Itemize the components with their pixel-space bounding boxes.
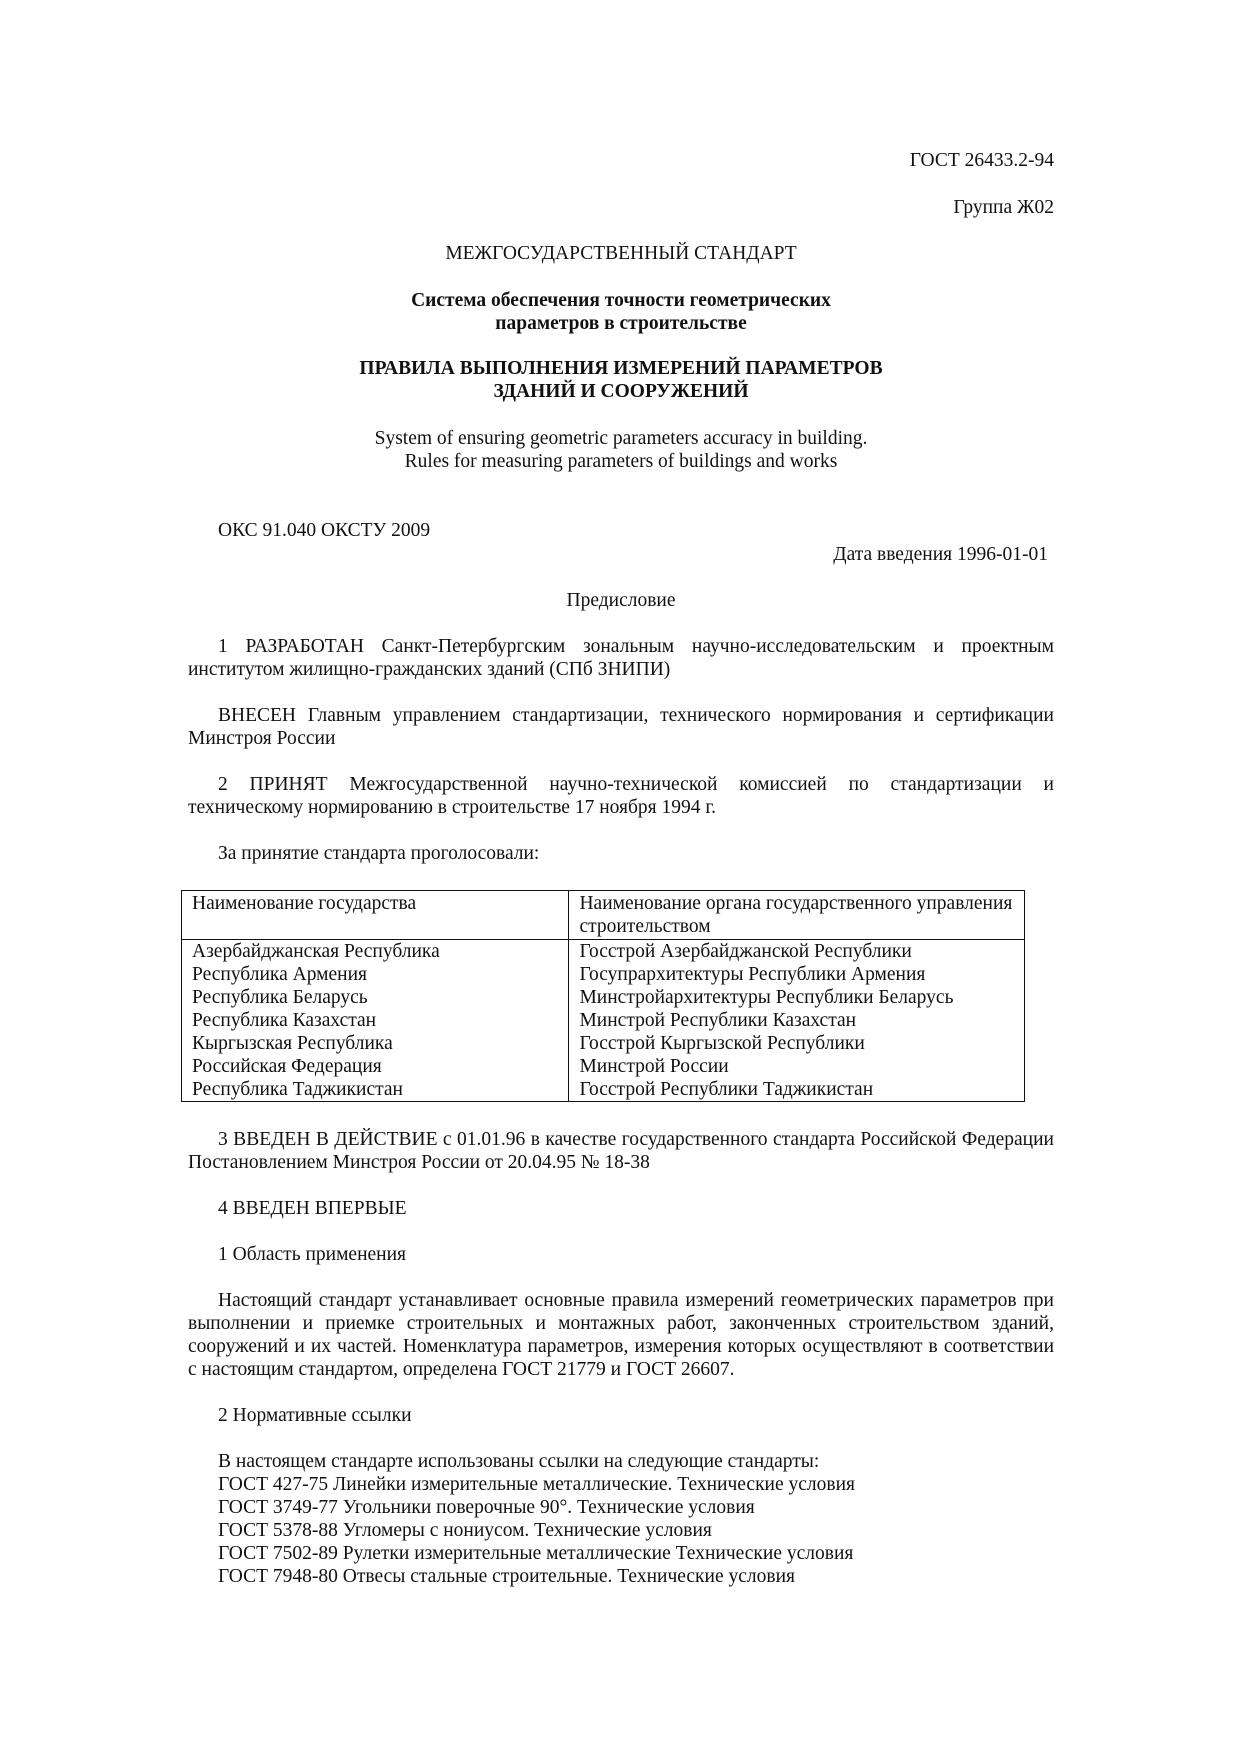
introduction-date: Дата введения 1996-01-01 xyxy=(833,544,1048,565)
english-title xyxy=(188,427,1054,473)
main-title xyxy=(188,357,1054,403)
main-title-line2: ЗДАНИЙ И СООРУЖЕНИЙ xyxy=(493,381,749,402)
table-cell-body: Минстрой Республики Казахстан xyxy=(569,1009,1025,1032)
main-title-line1: ПРАВИЛА ВЫПОЛНЕНИЯ ИЗМЕРЕНИЙ ПАРАМЕТРОВ xyxy=(359,358,883,379)
table-cell-state: Республика Казахстан xyxy=(182,1009,569,1032)
standard-code: ГОСТ 26433.2-94 xyxy=(909,150,1054,171)
preface-paragraph-2: ВНЕСЕН Главным управлением стандартизации, технического нормирования и сертификации Минстроя России xyxy=(188,705,1054,749)
table-cell-state: Республика Таджикистан xyxy=(182,1078,569,1102)
table-row xyxy=(182,1032,1025,1055)
table-row xyxy=(182,1055,1025,1078)
table-cell-body: Госупрархитектуры Республики Армения xyxy=(569,963,1025,986)
section-1-text: Настоящий стандарт устанавливает основные правила измерений геометрических параметров при выполнении и приемке строительных и монтажных работ, законченных строительством зданий, сооружений и их частей. Номенклатура параметров, измерения которых осуществляют в соответствии с настоящим стандартом, определена ГОСТ 21779 и ГОСТ 26607. xyxy=(188,1290,1054,1380)
english-title-line1: System of ensuring geometric parameters accuracy in building. xyxy=(374,428,868,449)
normative-references xyxy=(218,1450,1054,1588)
table-header-row xyxy=(182,891,1025,940)
table-row xyxy=(182,940,1025,964)
voting-intro: За принятие стандарта проголосовали: xyxy=(218,843,540,864)
table-row xyxy=(182,963,1025,986)
reference-item: ГОСТ 5378-88 Угломеры с нониусом. Технические условия xyxy=(218,1520,712,1541)
standard-group: Группа Ж02 xyxy=(953,197,1054,218)
table-cell-body: Минстройархитектуры Республики Беларусь xyxy=(569,986,1025,1009)
table-cell-state: Азербайджанская Республика xyxy=(182,940,569,964)
preface-heading: Предисловие xyxy=(566,590,676,611)
table-cell-body: Госстрой Азербайджанской Республики xyxy=(569,940,1025,964)
table-cell-state: Российская Федерация xyxy=(182,1055,569,1078)
table-header-state: Наименование государства xyxy=(182,891,569,940)
table-cell-state: Кыргызская Республика xyxy=(182,1032,569,1055)
table-cell-state: Республика Армения xyxy=(182,963,569,986)
reference-item: ГОСТ 427-75 Линейки измерительные металлические. Технические условия xyxy=(218,1474,856,1495)
table-row xyxy=(182,1078,1025,1102)
system-title-line2: параметров в строительстве xyxy=(495,313,747,334)
table-row xyxy=(182,986,1025,1009)
system-title-line1: Система обеспечения точности геометрических xyxy=(411,290,831,311)
reference-item: ГОСТ 7502-89 Рулетки измерительные металлические Технические условия xyxy=(218,1543,854,1564)
preface-paragraph-5: 3 ВВЕДЕН В ДЕЙСТВИЕ с 01.01.96 в качестве государственного стандарта Российской Федерации Постановлением Минстроя России от 20.04.95 № 18-38 xyxy=(188,1129,1054,1173)
table-cell-body: Минстрой России xyxy=(569,1055,1025,1078)
table-row xyxy=(182,1009,1025,1032)
reference-item: ГОСТ 7948-80 Отвесы стальные строительные. Технические условия xyxy=(218,1566,795,1587)
references-intro: В настоящем стандарте использованы ссылки на следующие стандарты: xyxy=(218,1451,820,1472)
table-cell-body: Госстрой Кыргызской Республики xyxy=(569,1032,1025,1055)
system-title xyxy=(188,289,1054,335)
classification-codes: ОКС 91.040 ОКСТУ 2009 xyxy=(218,520,431,541)
table-header-body: Наименование органа государственного управления строительством xyxy=(569,891,1025,940)
section-2-heading: 2 Нормативные ссылки xyxy=(218,1405,412,1426)
preface-paragraph-6: 4 ВВЕДЕН ВПЕРВЫЕ xyxy=(218,1198,407,1219)
standard-type: МЕЖГОСУДАРСТВЕННЫЙ СТАНДАРТ xyxy=(445,243,797,264)
reference-item: ГОСТ 3749-77 Угольники поверочные 90°. Технические условия xyxy=(218,1497,755,1518)
preface-paragraph-1: 1 РАЗРАБОТАН Санкт-Петербургским зональным научно-исследовательским и проектным институтом жилищно-гражданских зданий (СПб ЗНИПИ) xyxy=(188,636,1054,680)
section-1-heading: 1 Область применения xyxy=(218,1244,407,1265)
english-title-line2: Rules for measuring parameters of buildings and works xyxy=(404,451,838,472)
table-cell-body: Госстрой Республики Таджикистан xyxy=(569,1078,1025,1102)
voting-states-table xyxy=(181,890,1025,1102)
preface-paragraph-3: 2 ПРИНЯТ Межгосударственной научно-технической комиссией по стандартизации и техническому нормированию в строительстве 17 ноября 1994 г. xyxy=(188,774,1054,818)
table-cell-state: Республика Беларусь xyxy=(182,986,569,1009)
